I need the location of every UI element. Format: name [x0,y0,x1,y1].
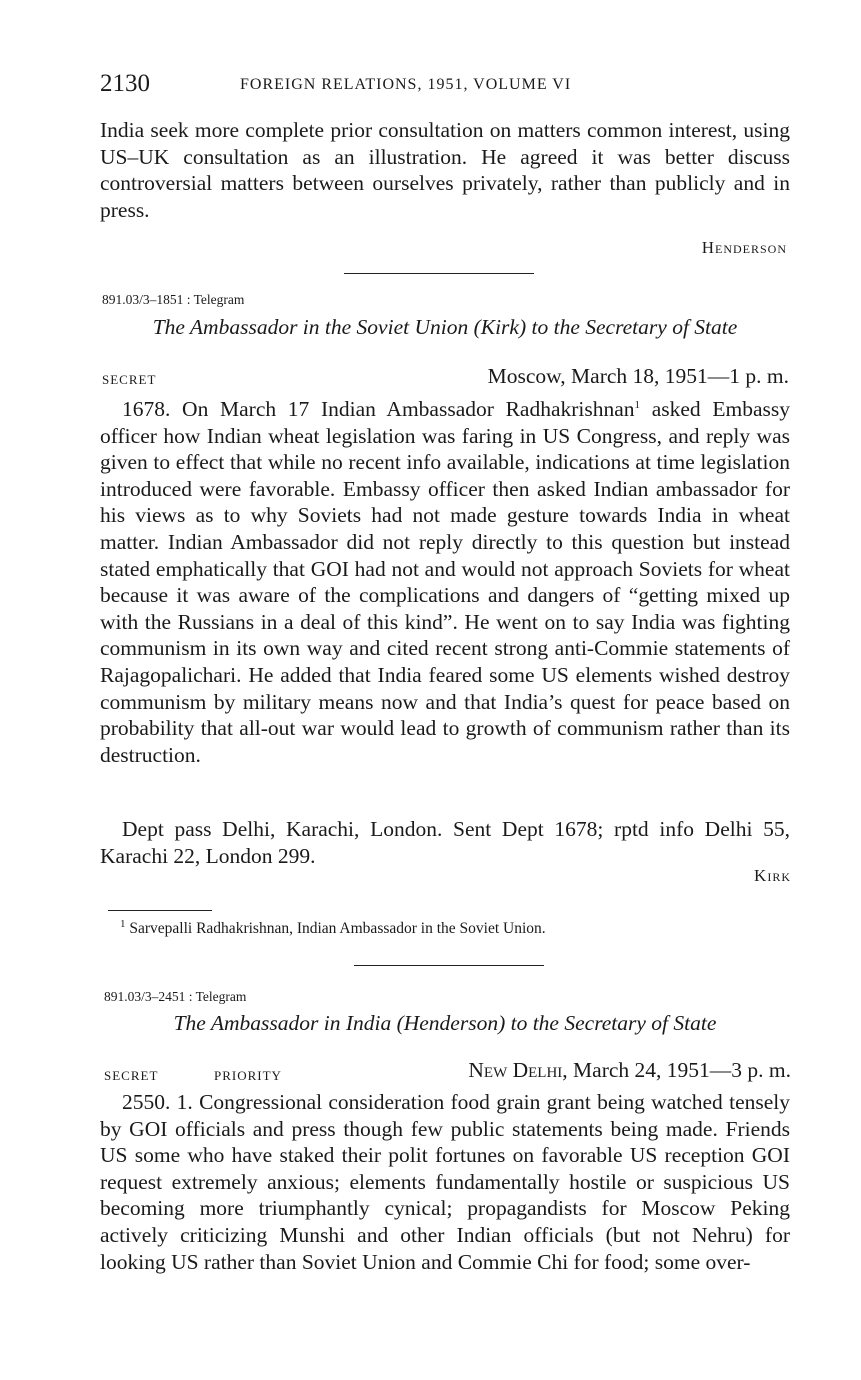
document-title: The Ambassador in the Soviet Union (Kirk) to the Secretary of State [152,315,738,339]
running-head: FOREIGN RELATIONS, 1951, VOLUME VI [240,76,572,93]
body-text-continued: asked Embassy officer how Indian wheat legislation was faring in US Congress, and reply was given to effect that while no recent info available, indications at time legislation introduced were favorable. Embassy officer then asked Indian ambassador for his views as to why Soviets had not made gesture towards India in wheat matter. Indian Ambassador did not reply directly to this question but instead stated emphatically that GOI had not and would not approach Soviets for wheat because it was aware of the complications and dangers of “getting mixed up with the Russians in a deal of this kind”. He went on to say India was fighting communism in its own way and cited recent strong anti-Commie statements of Rajagopalichari. He added that India feared some US elements wished destroy communism by military means now and that India’s quest for peace based on probability that all-out war would lead to growth of communism rather than its destruction. [100,397,790,767]
telegram-body: 2550. 1. Congressional consideration food grain grant being watched tensely by GOI officials and press though few public statements being made. Friends US some who have staked their polit fortunes on favorable US reception GOI request extremely anxious; elements fundamentally hostile or suspicious US becoming more triumphantly cynical; propagandists for Moscow Peking actively criticizing Munshi and other Indian officials (but not Nehru) for looking US rather than Soviet Union and Commie Chi for food; some over- [100,1090,790,1274]
routing-paragraph: Dept pass Delhi, Karachi, London. Sent Dept 1678; rptd info Delhi 55, Karachi 22, London 299. [100,817,790,868]
section-divider [344,273,534,274]
page-number: 2130 [100,70,150,97]
footnote-rule [108,910,212,911]
classification-label: SECRET [102,372,157,387]
continuation-paragraph: India seek more complete prior consultation on matters common interest, using US–UK consultation as an illustration. He agreed it was better discuss controversial matters between ourselves privately, rather than publicly and in press. [100,118,790,222]
dateline-place: New Delhi [468,1058,563,1082]
telegram-body [100,396,790,768]
document-id: 891.03/3–2451 : Telegram [104,989,247,1004]
priority-label: PRIORITY [214,1068,282,1083]
dateline: Moscow, March 18, 1951—1 p. m. [487,364,789,388]
dateline [468,1058,791,1083]
document-id: 891.03/3–1851 : Telegram [102,292,245,307]
body-text: 1678. On March 17 Indian Ambassador Radhakrishnan [122,397,635,421]
footnote-mark: 1 [120,917,126,930]
signature-kirk: Kirk [754,866,791,885]
footnote [120,917,546,938]
footnote-text: Sarvepalli Radhakrishnan, Indian Ambassador in the Soviet Union. [125,920,546,937]
dateline-date: , March 24, 1951—3 p. m. [562,1058,791,1082]
page-header [100,70,790,104]
document-title: The Ambassador in India (Henderson) to the Secretary of State [173,1011,717,1035]
classification-label: SECRET [104,1068,159,1083]
section-divider [354,965,544,966]
signature-henderson: Henderson [701,238,787,257]
footnote-ref: 1 [634,398,641,411]
